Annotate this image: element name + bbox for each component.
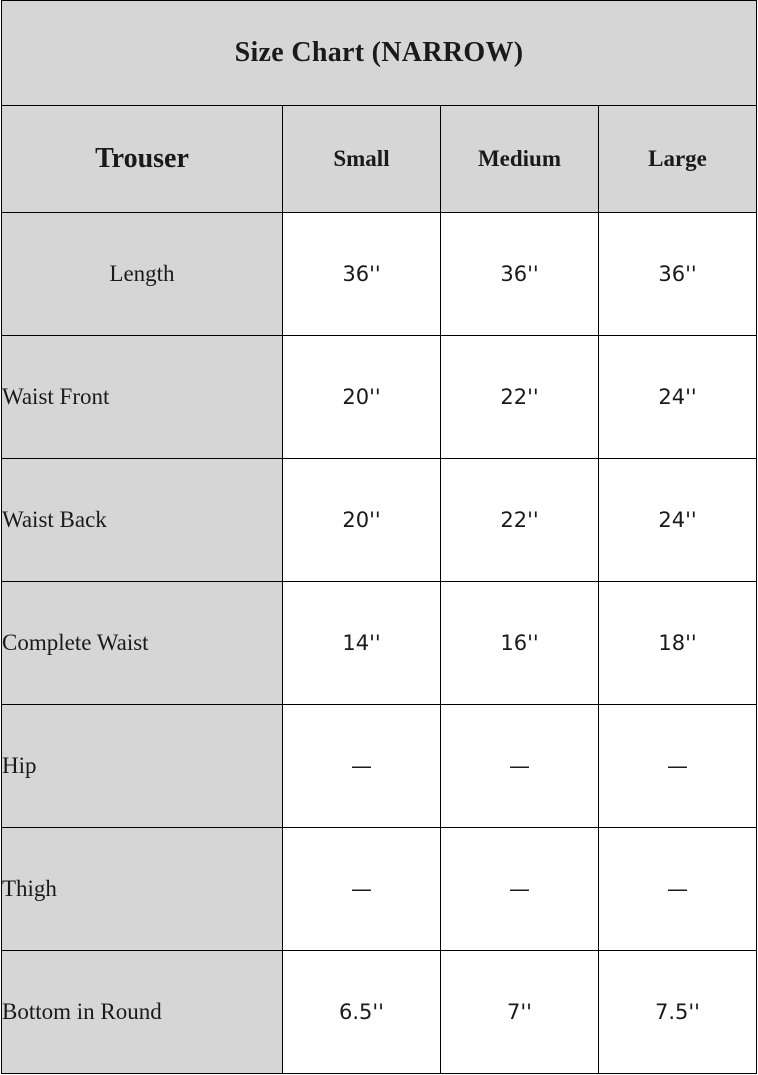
row-label: Bottom in Round: [1, 951, 282, 1074]
column-header-small: Small: [282, 106, 440, 213]
table-row: [1, 459, 756, 582]
cell-value: 36'': [282, 213, 440, 336]
cell-value: —: [598, 828, 756, 951]
cell-value: 20'': [282, 459, 440, 582]
table-row: [1, 705, 756, 828]
table-row: [1, 951, 756, 1074]
cell-value: 36'': [598, 213, 756, 336]
cell-value: 36'': [440, 213, 598, 336]
cell-value: —: [282, 705, 440, 828]
row-label: Waist Front: [1, 336, 282, 459]
table-row: [1, 582, 756, 705]
cell-value: 22'': [440, 459, 598, 582]
column-header-large: Large: [598, 106, 756, 213]
cell-value: 22'': [440, 336, 598, 459]
cell-value: 24'': [598, 336, 756, 459]
row-label: Length: [1, 213, 282, 336]
cell-value: 7'': [440, 951, 598, 1074]
table-row: [1, 828, 756, 951]
table-row: [1, 213, 756, 336]
cell-value: —: [282, 828, 440, 951]
cell-value: 7.5'': [598, 951, 756, 1074]
page-title: Size Chart (NARROW): [1, 1, 756, 106]
row-header-label: Trouser: [1, 106, 282, 213]
header-row: [1, 106, 756, 213]
row-label: Thigh: [1, 828, 282, 951]
cell-value: 14'': [282, 582, 440, 705]
cell-value: 18'': [598, 582, 756, 705]
title-row: [1, 1, 756, 106]
cell-value: 24'': [598, 459, 756, 582]
column-header-medium: Medium: [440, 106, 598, 213]
cell-value: —: [440, 828, 598, 951]
cell-value: 16'': [440, 582, 598, 705]
cell-value: 20'': [282, 336, 440, 459]
row-label: Hip: [1, 705, 282, 828]
cell-value: —: [598, 705, 756, 828]
table-row: [1, 336, 756, 459]
row-label: Waist Back: [1, 459, 282, 582]
row-label: Complete Waist: [1, 582, 282, 705]
cell-value: —: [440, 705, 598, 828]
size-chart-table: [1, 0, 757, 1074]
cell-value: 6.5'': [282, 951, 440, 1074]
